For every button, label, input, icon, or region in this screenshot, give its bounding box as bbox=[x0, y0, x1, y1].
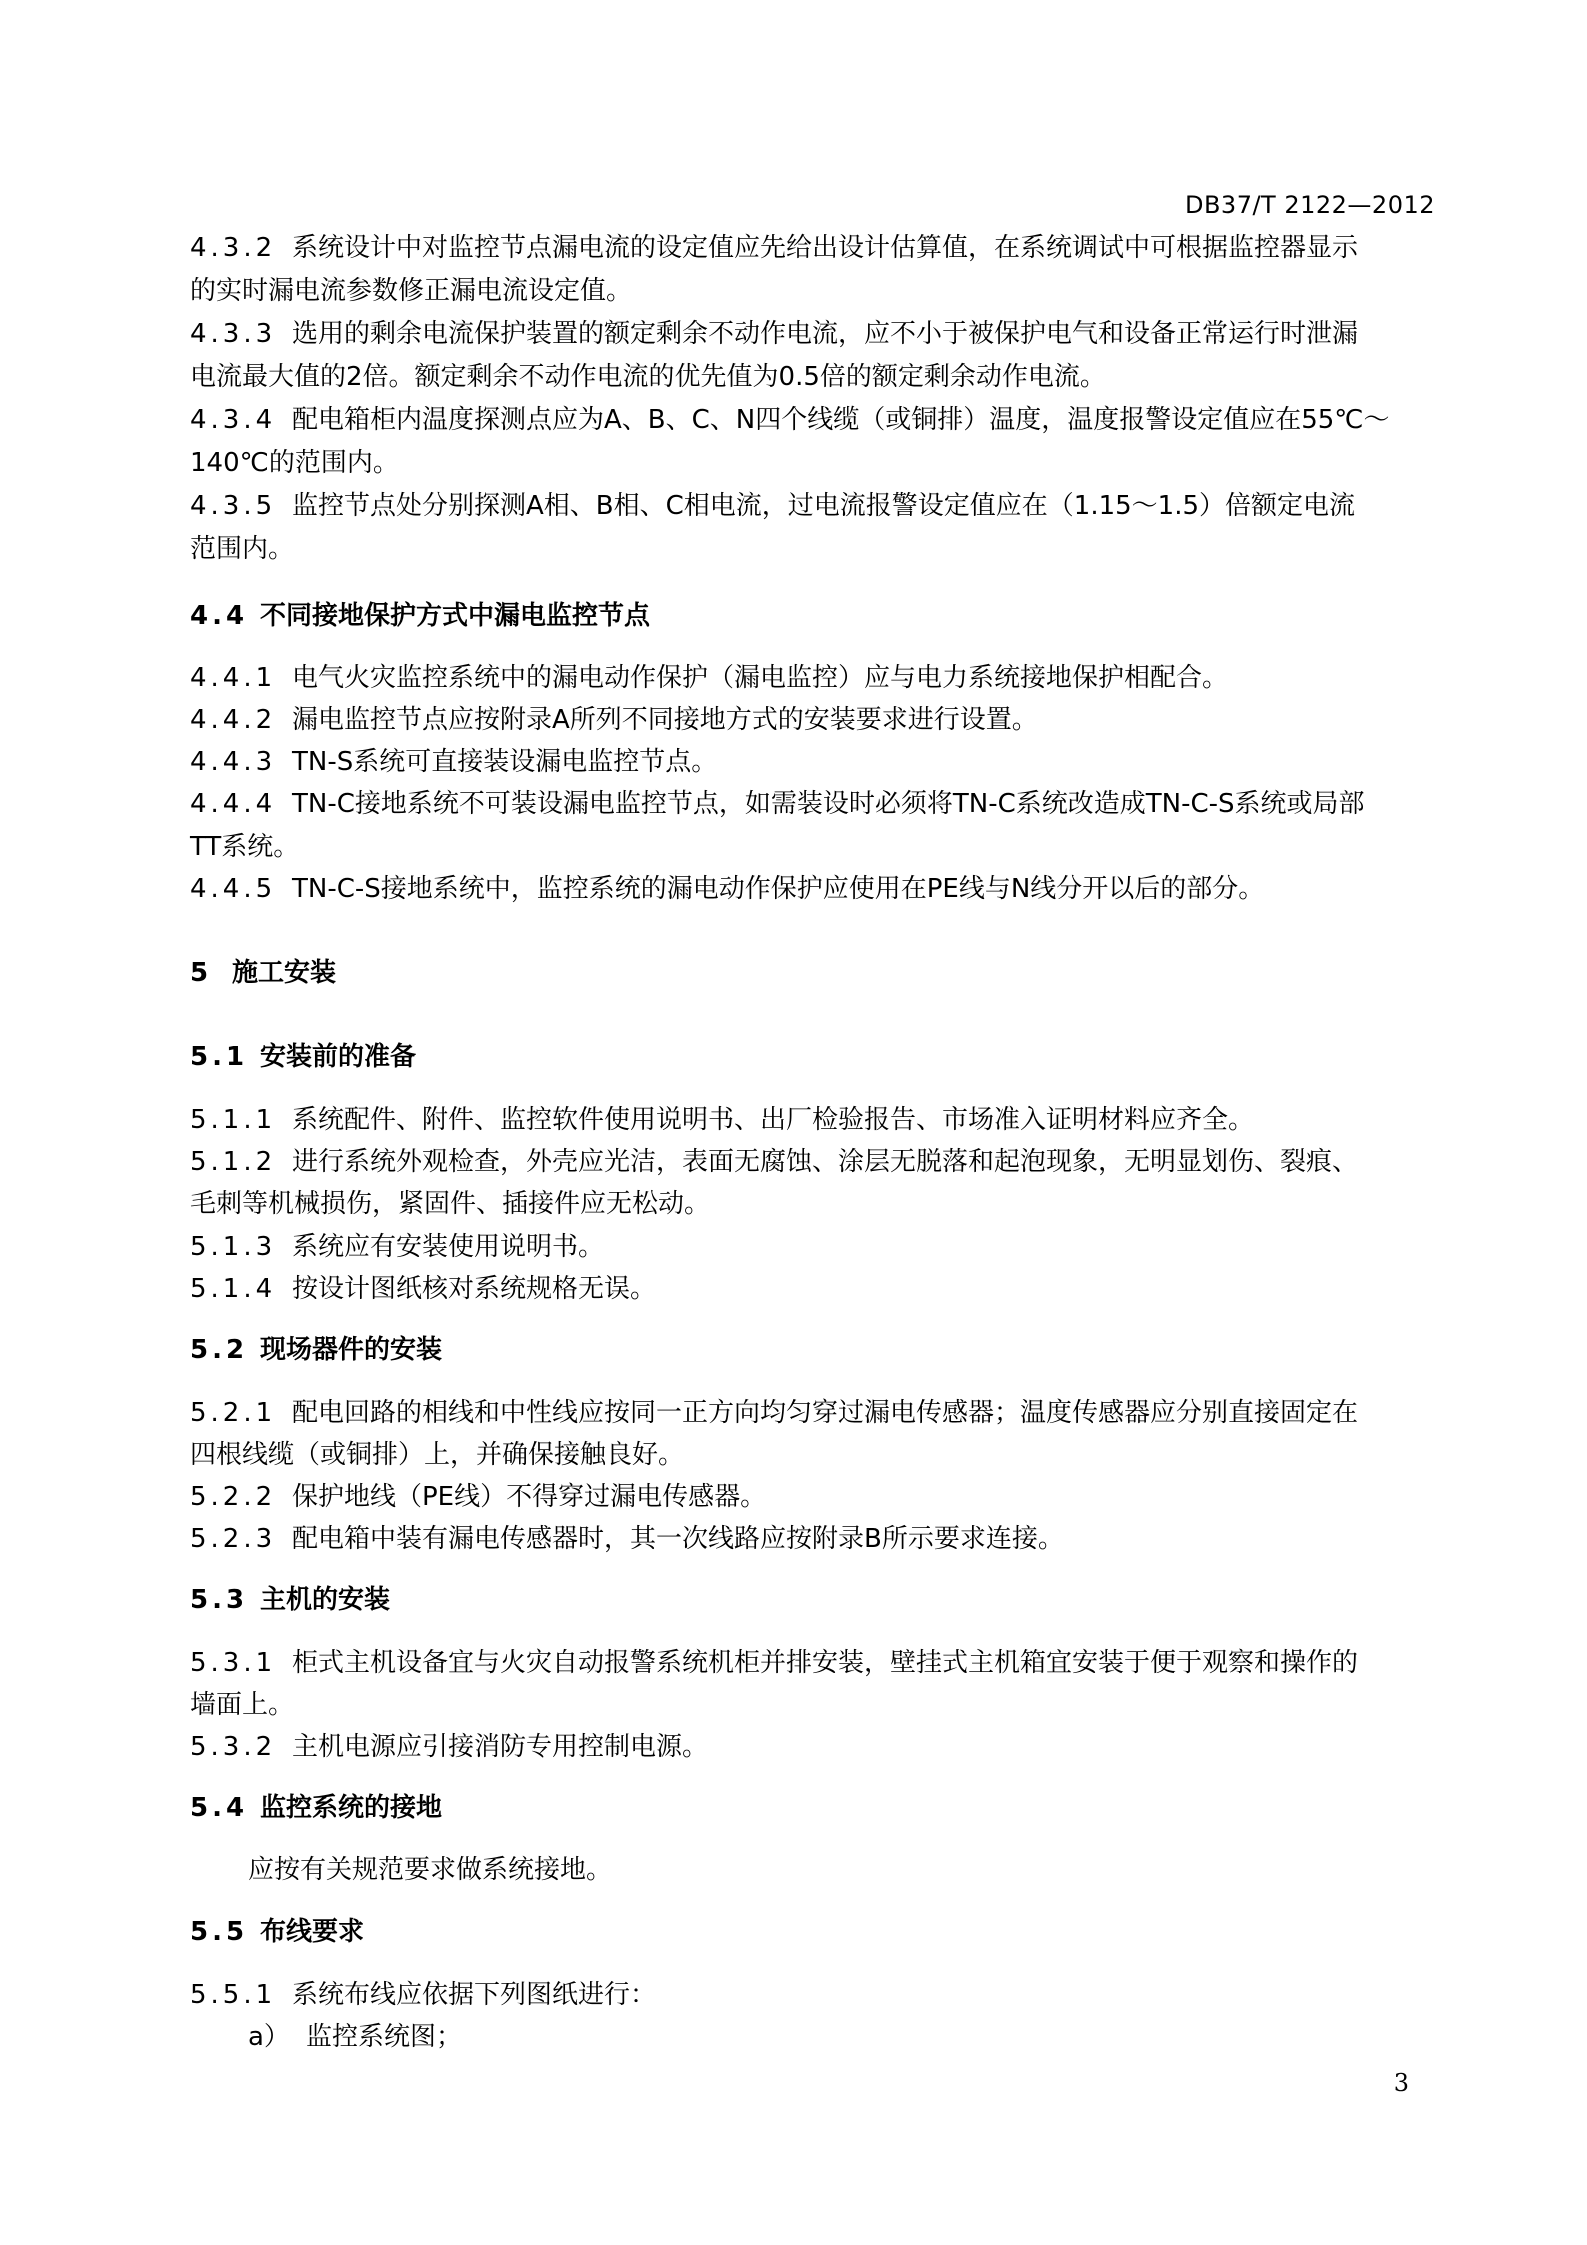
paragraph-line bbox=[190, 404, 1390, 436]
clause-text: 不同接地保护方式中漏电监控节点 bbox=[260, 601, 651, 631]
paragraph-line bbox=[190, 1647, 1358, 1679]
clause-number: 5.3 bbox=[190, 1585, 249, 1615]
paragraph-line bbox=[190, 1146, 1358, 1178]
section-heading bbox=[190, 957, 336, 989]
clause-text: 主机的安装 bbox=[260, 1585, 391, 1615]
paragraph-line bbox=[190, 788, 1365, 820]
clause-text: 选用的剩余电流保护装置的额定剩余不动作电流，应不小于被保护电气和设备正常运行时泄漏 bbox=[292, 319, 1359, 349]
paragraph-line bbox=[248, 1854, 612, 1886]
clause-text: 施工安装 bbox=[232, 958, 337, 988]
clause-number: 4.4 bbox=[190, 601, 249, 631]
paragraph-line bbox=[190, 275, 632, 307]
clause-text: 系统应有安装使用说明书。 bbox=[292, 1232, 605, 1262]
clause-text: 140℃的范围内。 bbox=[190, 448, 399, 478]
paragraph-line bbox=[190, 1731, 708, 1763]
clause-number: 5.3.1 bbox=[190, 1648, 277, 1678]
clause-number: 5.1.4 bbox=[190, 1274, 277, 1304]
clause-text: 按设计图纸核对系统规格无误。 bbox=[292, 1274, 657, 1304]
clause-number: 5 bbox=[190, 958, 213, 988]
clause-text: 现场器件的安装 bbox=[260, 1335, 443, 1365]
clause-text: 主机电源应引接消防专用控制电源。 bbox=[292, 1732, 709, 1762]
clause-number: 4.3.2 bbox=[190, 233, 277, 263]
section-heading bbox=[190, 1584, 390, 1616]
clause-text: 监控系统的接地 bbox=[260, 1793, 443, 1823]
paragraph-line bbox=[190, 361, 1106, 393]
clause-text: TN-C接地系统不可装设漏电监控节点，如需装设时必须将TN-C系统改造成TN-C-S系统或局部 bbox=[292, 789, 1365, 819]
clause-text: 应按有关规范要求做系统接地。 bbox=[248, 1855, 613, 1885]
paragraph-line bbox=[190, 873, 1264, 905]
clause-number: a） bbox=[248, 2022, 290, 2052]
paragraph-line bbox=[190, 1523, 1064, 1555]
clause-text: 保护地线（PE线）不得穿过漏电传感器。 bbox=[292, 1482, 767, 1512]
clause-number: 4.4.3 bbox=[190, 747, 277, 777]
clause-text: 墙面上。 bbox=[190, 1690, 295, 1720]
clause-text: TN-S系统可直接装设漏电监控节点。 bbox=[292, 747, 718, 777]
clause-text: 系统布线应依据下列图纸进行： bbox=[292, 1980, 657, 2010]
clause-text: 电气火灾监控系统中的漏电动作保护（漏电监控）应与电力系统接地保护相配合。 bbox=[292, 663, 1229, 693]
paragraph-line bbox=[190, 1397, 1358, 1429]
section-heading bbox=[190, 1916, 364, 1948]
clause-text: 漏电监控节点应按附录A所列不同接地方式的安装要求进行设置。 bbox=[292, 705, 1038, 735]
clause-number: 5.1.2 bbox=[190, 1147, 277, 1177]
clause-number: 5.5 bbox=[190, 1917, 249, 1947]
clause-number: 5.5.1 bbox=[190, 1980, 277, 2010]
paragraph-line bbox=[190, 1689, 294, 1721]
clause-text: 柜式主机设备宜与火灾自动报警系统机柜并排安装，壁挂式主机箱宜安装于便于观察和操作的 bbox=[292, 1648, 1359, 1678]
clause-number: 4.3.3 bbox=[190, 319, 277, 349]
clause-number: 4.3.4 bbox=[190, 405, 277, 435]
paragraph-line bbox=[190, 662, 1228, 694]
clause-number: 5.4 bbox=[190, 1793, 249, 1823]
section-heading bbox=[190, 1334, 442, 1366]
paragraph-line bbox=[190, 1231, 604, 1263]
clause-text: 电流最大值的2倍。额定剩余不动作电流的优先值为0.5倍的额定剩余动作电流。 bbox=[190, 362, 1106, 392]
clause-text: 范围内。 bbox=[190, 534, 295, 564]
clause-text: 系统配件、附件、监控软件使用说明书、出厂检验报告、市场准入证明材料应齐全。 bbox=[292, 1105, 1255, 1135]
clause-number: 5.2.2 bbox=[190, 1482, 277, 1512]
clause-text: 监控节点处分别探测A相、B相、C相电流，过电流报警设定值应在（1.15～1.5）倍额定电流 bbox=[292, 491, 1356, 521]
paragraph-line bbox=[190, 1104, 1254, 1136]
clause-text: 的实时漏电流参数修正漏电流设定值。 bbox=[190, 276, 633, 306]
clause-text: 监控系统图； bbox=[306, 2022, 463, 2052]
clause-number: 5.1.3 bbox=[190, 1232, 277, 1262]
clause-text: 四根线缆（或铜排）上，并确保接触良好。 bbox=[190, 1440, 685, 1470]
clause-number: 4.4.1 bbox=[190, 663, 277, 693]
paragraph-line bbox=[190, 318, 1358, 350]
clause-number: 4.4.5 bbox=[190, 874, 277, 904]
clause-text: 配电箱中装有漏电传感器时，其一次线路应按附录B所示要求连接。 bbox=[292, 1524, 1064, 1554]
clause-text: 配电回路的相线和中性线应按同一正方向均匀穿过漏电传感器；温度传感器应分别直接固定在 bbox=[292, 1398, 1359, 1428]
clause-number: 4.3.5 bbox=[190, 491, 277, 521]
clause-number: 5.2.1 bbox=[190, 1398, 277, 1428]
paragraph-line bbox=[190, 1439, 684, 1471]
document-code: DB37/T 2122—2012 bbox=[1184, 191, 1435, 219]
paragraph-line bbox=[190, 533, 294, 565]
clause-number: 4.4.2 bbox=[190, 705, 277, 735]
paragraph-line bbox=[190, 1979, 656, 2011]
clause-text: 系统设计中对监控节点漏电流的设定值应先给出设计估算值，在系统调试中可根据监控器显示 bbox=[292, 233, 1359, 263]
list-item bbox=[248, 2021, 462, 2053]
clause-text: TN-C-S接地系统中，监控系统的漏电动作保护应使用在PE线与N线分开以后的部分。 bbox=[292, 874, 1265, 904]
clause-text: 进行系统外观检查，外壳应光洁，表面无腐蚀、涂层无脱落和起泡现象，无明显划伤、裂痕、 bbox=[292, 1147, 1359, 1177]
clause-number: 5.2 bbox=[190, 1335, 249, 1365]
clause-text: 毛刺等机械损伤，紧固件、插接件应无松动。 bbox=[190, 1189, 711, 1219]
paragraph-line bbox=[190, 1188, 710, 1220]
clause-number: 5.2.3 bbox=[190, 1524, 277, 1554]
clause-text: 安装前的准备 bbox=[260, 1042, 417, 1072]
clause-number: 5.3.2 bbox=[190, 1732, 277, 1762]
clause-text: TT系统。 bbox=[190, 832, 300, 862]
paragraph-line bbox=[190, 1273, 656, 1305]
section-heading bbox=[190, 600, 650, 632]
clause-number: 5.1.1 bbox=[190, 1105, 277, 1135]
paragraph-line bbox=[190, 490, 1355, 522]
section-heading bbox=[190, 1041, 416, 1073]
paragraph-line bbox=[190, 447, 399, 479]
paragraph-line bbox=[190, 746, 717, 778]
paragraph-line bbox=[190, 232, 1358, 264]
paragraph-line bbox=[190, 1481, 766, 1513]
page-number: 3 bbox=[1393, 2069, 1409, 2097]
paragraph-line bbox=[190, 704, 1038, 736]
section-heading bbox=[190, 1792, 442, 1824]
clause-number: 4.4.4 bbox=[190, 789, 277, 819]
clause-text: 布线要求 bbox=[260, 1917, 365, 1947]
clause-text: 配电箱柜内温度探测点应为A、B、C、N四个线缆（或铜排）温度，温度报警设定值应在55℃～ bbox=[292, 405, 1390, 435]
paragraph-line bbox=[190, 831, 299, 863]
clause-number: 5.1 bbox=[190, 1042, 249, 1072]
